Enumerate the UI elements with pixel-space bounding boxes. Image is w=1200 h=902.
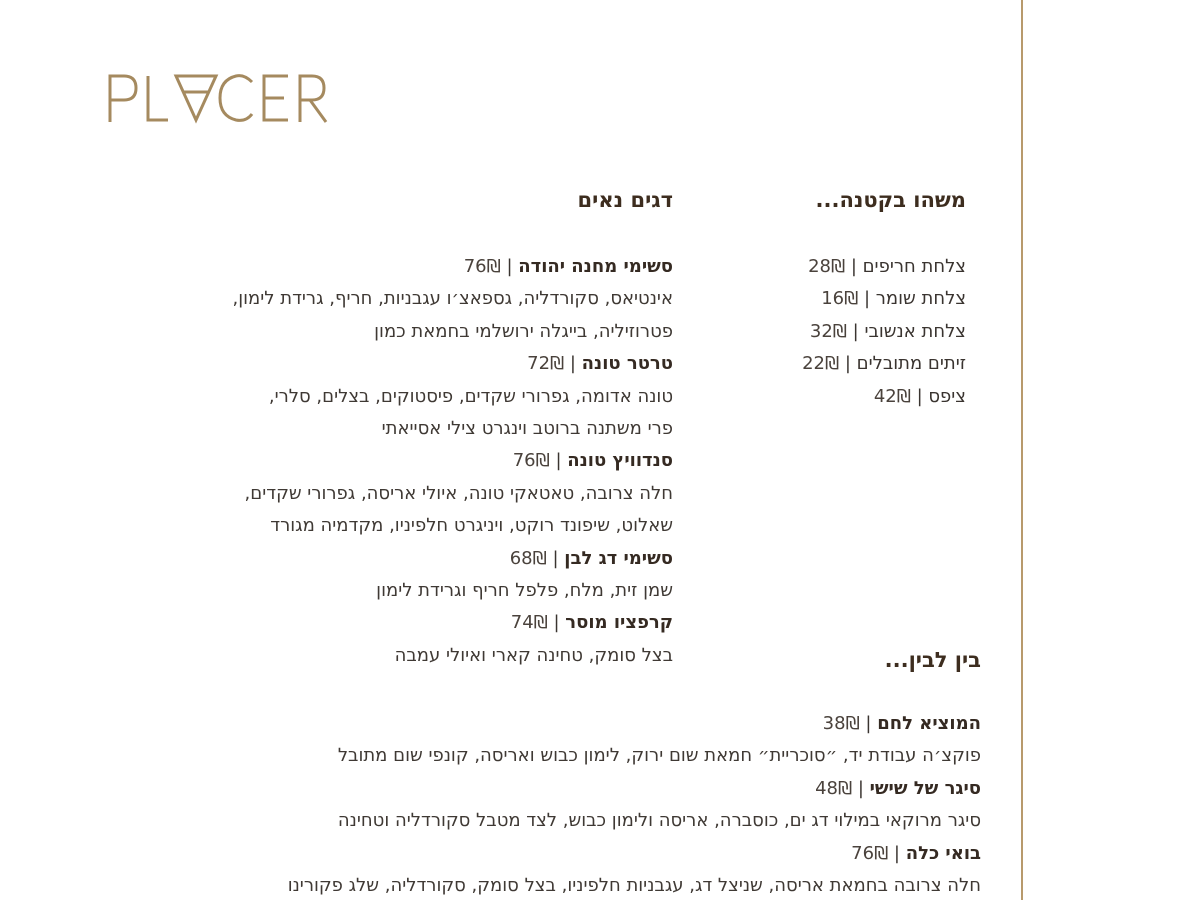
item-description: סיגר מרוקאי במילוי דג ים, כוסברה, אריסה ולימון כבוש, לצד מטבל סקורדליה וטחינה xyxy=(337,810,981,832)
section-title-small: משהו בקטנה... xyxy=(815,188,966,212)
placer-logo xyxy=(104,66,334,126)
menu-item: סשימי דג לבן | 68₪ xyxy=(509,547,673,569)
vertical-divider xyxy=(1021,0,1023,900)
menu-item: סשימי מחנה יהודה | 76₪ xyxy=(463,256,673,277)
placer-logo-icon xyxy=(104,66,334,126)
item-description: פרי משתנה ברוטב וינגרט צילי אסייאתי xyxy=(381,417,673,439)
menu-item: סנדוויץ טונה | 76₪ xyxy=(512,450,673,472)
item-description: טונה אדומה, גפרורי שקדים, פיסטוקים, בצלים, סלרי, xyxy=(268,385,673,407)
item-description: שמן זית, מלח, פלפל חריף וגרידת לימון xyxy=(376,579,673,601)
section-title-between: בין לבין... xyxy=(884,648,981,672)
menu-item: בואי כלה | 76₪ xyxy=(851,842,981,864)
menu-item: צלחת שומר | 16₪ xyxy=(821,288,966,310)
item-description: פוקצ׳ה עבודת יד, ״סוכריית״ חמאת שום ירוק, לימון כבוש ואריסה, קונפי שום מתובל xyxy=(337,745,981,767)
menu-item: סיגר של שישי | 48₪ xyxy=(815,777,981,799)
fish-items-list xyxy=(233,251,673,672)
small-items-list xyxy=(802,251,966,413)
item-description: שאלוט, שיפונד רוקט, ויניגרט חלפיניו, מקדמיה מגורד xyxy=(270,515,673,537)
menu-item: זיתים מתובלים | 22₪ xyxy=(802,353,966,375)
item-description: אינטיאס, סקורדליה, גספאצ׳ו עגבניות, חריף, גרידת לימון, xyxy=(232,288,673,310)
item-description: חלה צרובה, טאטאקי טונה, איולי אריסה, גפרורי שקדים, xyxy=(244,482,673,504)
item-description: בצל סומק, טחינה קארי ואיולי עמבה xyxy=(394,644,673,666)
between-items-list xyxy=(288,708,981,902)
menu-item: ציפס | 42₪ xyxy=(873,385,966,407)
item-description: פטרוזיליה, בייגלה ירושלמי בחמאת כמון xyxy=(374,320,673,342)
menu-item: קרפציו מוסר | 74₪ xyxy=(510,612,673,634)
menu-item: צלחת אנשובי | 32₪ xyxy=(809,320,966,342)
menu-item: צלחת חריפים | 28₪ xyxy=(808,256,966,277)
menu-item: המוציא לחם | 38₪ xyxy=(822,713,981,734)
section-title-fish: דגים נאים xyxy=(577,188,673,212)
menu-item: טרטר טונה | 72₪ xyxy=(527,353,673,375)
item-description: חלה צרובה בחמאת אריסה, שניצל דג, עגבניות חלפיניו, בצל סומק, סקורדליה, שלג פקורינו xyxy=(287,874,981,896)
